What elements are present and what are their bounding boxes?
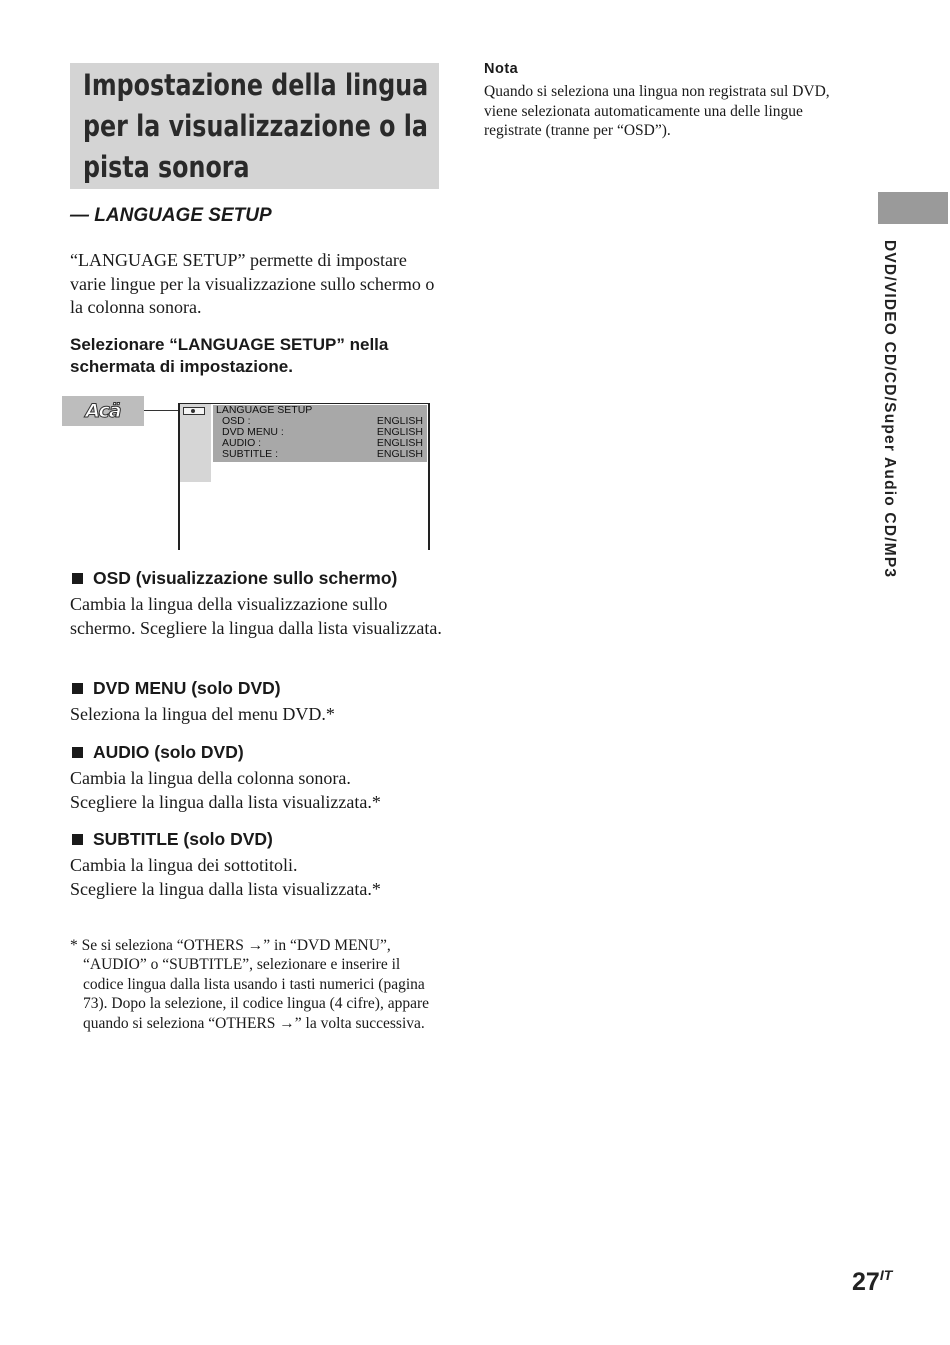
osd-row-label: SUBTITLE : xyxy=(222,448,279,460)
section-heading-dvd-menu xyxy=(70,678,281,699)
section-body-osd: Cambia la lingua della visualizzazione sullo schermo. Scegliere la lingua dalla lista visualizzata. xyxy=(70,594,442,638)
intro-paragraph: “LANGUAGE SETUP” permette di impostare varie lingue per la visualizzazione sullo schermo o la colonna sonora. xyxy=(70,250,435,317)
osd-menu-header: LANGUAGE SETUP xyxy=(216,404,313,416)
osd-screen-illustration xyxy=(178,403,430,550)
title-line-1: Impostazione della lingua xyxy=(83,68,429,102)
section-heading-osd xyxy=(70,568,397,589)
language-icon-glyph: Acä xyxy=(85,400,121,422)
title-box xyxy=(70,63,439,189)
footnote: * Se si seleziona “OTHERS →” in “DVD MENU”, “AUDIO” o “SUBTITLE”, selezionare e inserire il codice lingua dalla lista usando i tasti numerici (pagina 73). Dopo la selezione, il codice lingua (4 cifre), appare quando si seleziona “OTHERS →” la volta successiva. xyxy=(70,937,430,1032)
body-line: Cambia la lingua della colonna sonora. xyxy=(70,768,351,788)
bullet-square-icon xyxy=(72,573,83,584)
osd-row-label: OSD : xyxy=(222,415,251,427)
osd-row-value: ENGLISH xyxy=(376,437,423,449)
bullet-square-icon xyxy=(72,683,83,694)
section-heading-text: AUDIO (solo DVD) xyxy=(93,742,244,762)
body-line: Cambia la lingua dei sottotitoli. xyxy=(70,855,298,875)
osd-row-label: DVD MENU : xyxy=(222,426,284,438)
title-line-2: per la visualizzazione o la xyxy=(83,109,428,143)
page-number xyxy=(852,1267,892,1297)
osd-row-value: ENGLISH xyxy=(376,448,423,460)
section-body-dvd-menu: Seleziona la lingua del menu DVD.* xyxy=(70,704,335,724)
note-heading: Nota xyxy=(484,61,519,77)
section-heading-text: DVD MENU (solo DVD) xyxy=(93,678,281,698)
osd-row-subtitle xyxy=(222,449,423,460)
osd-language-menu xyxy=(213,405,427,462)
osd-row-label: AUDIO : xyxy=(222,437,262,449)
body-line: Scegliere la lingua dalla lista visualizzata.* xyxy=(70,791,381,812)
section-heading-text: SUBTITLE (solo DVD) xyxy=(93,829,273,849)
note-text: Quando si seleziona una lingua non registrata sul DVD, viene selezionata automaticamente una delle lingue registrate (tranne per “OSD”). xyxy=(484,83,830,140)
language-setup-icon xyxy=(62,396,144,426)
section-body-subtitle xyxy=(70,854,442,901)
selected-setup-icon xyxy=(183,407,205,415)
bullet-square-icon xyxy=(72,747,83,758)
page-title xyxy=(83,65,436,188)
page-number-value: 27 xyxy=(852,1268,880,1296)
body-line: Scegliere la lingua dalla lista visualizzata.* xyxy=(70,878,381,899)
title-line-3: pista sonora xyxy=(83,150,250,184)
section-heading-text: OSD (visualizzazione sullo schermo) xyxy=(93,568,398,588)
chapter-side-label: DVD/VIDEO CD/CD/Super Audio CD/MP3 xyxy=(881,240,898,579)
chapter-tab-marker xyxy=(878,192,948,224)
page-language-suffix: IT xyxy=(879,1267,893,1283)
section-subtitle: — LANGUAGE SETUP xyxy=(70,205,272,226)
osd-row-value: ENGLISH xyxy=(376,426,423,438)
osd-row-value: ENGLISH xyxy=(376,415,423,427)
connector-line xyxy=(144,410,182,411)
bullet-square-icon xyxy=(72,834,83,845)
instruction-text: Selezionare “LANGUAGE SETUP” nella schermata di impostazione. xyxy=(70,335,389,376)
osd-icon-column xyxy=(180,404,211,482)
section-body-audio xyxy=(70,767,442,814)
section-heading-audio xyxy=(70,742,244,763)
section-heading-subtitle xyxy=(70,829,273,850)
